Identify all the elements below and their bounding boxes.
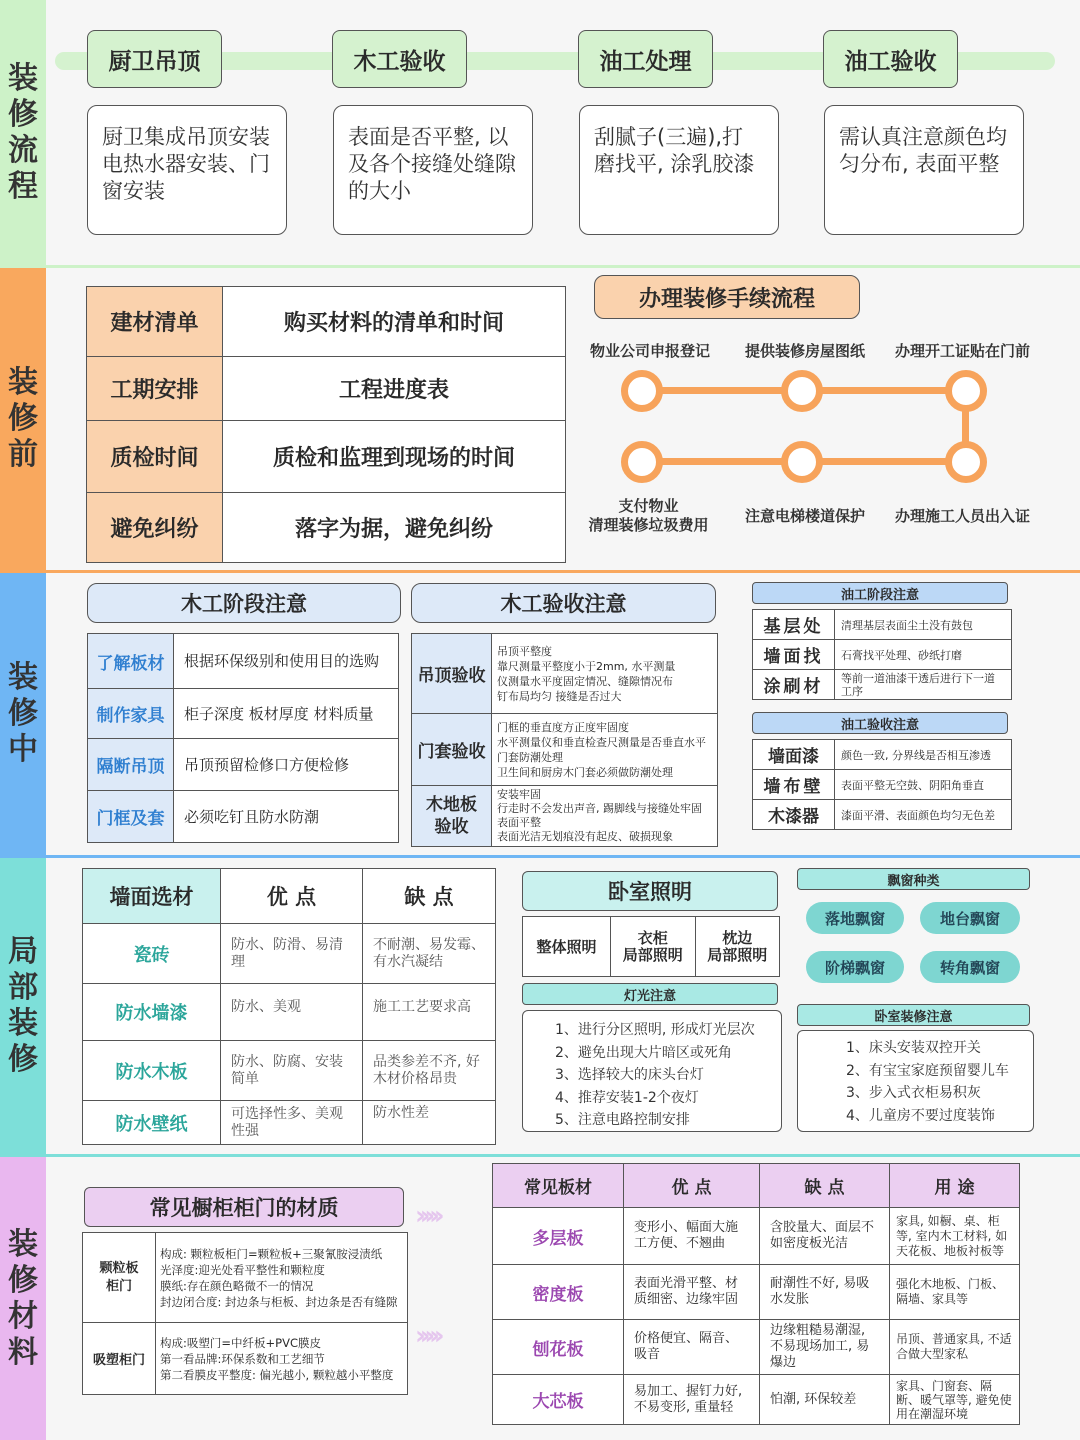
procedure-step: 注意电梯楼道保护 [744,507,865,525]
light-type-line: 局部照明 [622,945,683,964]
prep-value: 质检和监理到现场的时间 [223,421,566,493]
prep-value: 购买材料的清单和时间 [223,287,566,357]
wall-material: 瓷砖 [83,924,221,984]
board-use: 吊顶、普通家具, 不适合做大型家私 [890,1320,1020,1375]
board-use: 强化木地板、门板、隔墙、家具等 [890,1265,1020,1320]
carpentry-accept-table [411,633,718,847]
light-type-line: 局部照明 [707,945,768,964]
wall-material: 防水墙漆 [83,984,221,1041]
bedroom-notes-title: 卧室装修注意 [797,1004,1030,1026]
carpentry-stage-title: 木工阶段注意 [87,583,401,623]
light-note-item: 2、避免出现大片暗区或死角 [555,1044,732,1061]
paint-key: 涂刷材 [753,670,835,700]
cabinet-desc [156,1233,408,1323]
prep-key: 避免纠纷 [87,493,223,563]
wall-header: 优 点 [221,869,363,924]
bay-window-type: 地台飘窗 [920,902,1020,934]
cabinet-type-line: 柜门 [105,1278,132,1294]
carpentry-stage-key: 制作家具 [88,689,174,739]
board-use: 家具、门窗套、隔断、暖气罩等, 避免使用在潮湿环境 [890,1375,1020,1425]
wall-cons: 施工工艺要求高 [363,984,496,1041]
wall-pros: 可选择性多、美观性强 [221,1101,363,1145]
wall-material: 防水壁纸 [83,1101,221,1145]
bay-window-type: 落地飘窗 [806,902,904,934]
flow-step-desc: 刮腻子(三遍),打磨找平, 涂乳胶漆 [579,105,779,235]
board-header: 用 途 [890,1164,1020,1208]
bay-window-type: 阶梯飘窗 [806,951,904,983]
prep-value: 工程进度表 [223,357,566,421]
board-table [492,1163,1020,1425]
accept-line: 仪测量水平度固定情况、缝隙情况布 [497,674,673,688]
accept-value [492,714,718,786]
carpentry-stage-value: 吊顶预留检修口方便检修 [174,739,399,791]
cabinet-line: 第一看品牌:环保系数和工艺细节 [160,1351,325,1366]
carpentry-stage-table [87,633,399,843]
board-type: 大芯板 [493,1375,624,1425]
paint-stage-table [752,609,1012,700]
cabinet-line: 构成:吸塑门=中纤板+PVC膜皮 [160,1335,321,1350]
flow-step-title: 油工验收 [823,30,958,88]
accept-line: 行走时不会发出声音, 踢脚线与接缝处牢固 [497,802,702,815]
paint-accept-key: 木漆器 [753,800,835,830]
bay-window-title: 飘窗种类 [797,868,1030,890]
board-header: 常见板材 [493,1164,624,1208]
section-local [0,858,1080,1154]
wall-header: 墙面选材 [83,869,221,924]
prep-key: 建材清单 [87,287,223,357]
prep-table [86,286,566,563]
cabinet-line: 封边闭合度: 封边条与柜板、封边条是否有缝隙 [160,1294,398,1309]
bedroom-note-item: 3、步入式衣柜易积灰 [846,1085,981,1101]
procedure-title: 办理装修手续流程 [594,275,860,319]
cabinet-line: 构成: 颗粒板柜门=颗粒板+三聚氰胺浸渍纸 [160,1246,383,1261]
procedure-node [781,370,823,412]
board-cons: 边缘粗糙易潮湿, 不易现场加工, 易爆边 [760,1320,890,1375]
carpentry-accept-title: 木工验收注意 [411,583,716,623]
procedure-node [621,370,663,412]
carpentry-stage-value: 根据环保级别和使用目的选购 [174,634,399,689]
board-header: 缺 点 [760,1164,890,1208]
accept-line: 表面光洁无划痕没有起皮、破损现象 [497,830,673,843]
board-pros: 价格便宜、隔音、吸音 [624,1320,760,1375]
bedroom-light-title: 卧室照明 [522,871,778,911]
bedroom-note-item: 2、有宝宝家庭预留婴儿车 [846,1062,1009,1079]
section-label-materials: 装修材料 [0,1157,46,1440]
wall-cons: 品类参差不齐, 好木材价格昂贵 [363,1041,496,1101]
arrow-decoration: ››››› [415,1321,439,1351]
board-cons: 怕潮, 环保较差 [760,1375,890,1425]
paint-value: 等前一道油漆干透后进行下一道工序 [835,670,1012,700]
accept-key-line: 验收 [434,817,469,837]
wall-material-table [82,868,496,1145]
light-note-item: 4、推荐安装1-2个夜灯 [555,1089,699,1106]
procedure-step: 办理开工证贴在门前 [894,342,1030,360]
accept-key: 门套验收 [412,714,492,786]
wall-material: 防水木板 [83,1041,221,1101]
light-note-item: 3、选择较大的床头台灯 [555,1067,704,1083]
light-type [611,917,696,977]
procedure-step: 清理装修垃圾费用 [588,516,709,534]
procedure-node [621,441,663,483]
section-materials [0,1157,1080,1440]
light-type: 整体照明 [523,917,611,977]
light-type-line: 枕边 [722,928,753,947]
procedure-step: 物业公司申报登记 [589,342,710,360]
accept-line: 表面平整 [497,816,541,829]
cabinet-type-line: 颗粒板 [99,1260,139,1276]
flow-step-title: 厨卫吊顶 [87,30,222,88]
paint-key: 基层处 [753,610,835,640]
paint-value: 清理基层表面尘土没有鼓包 [835,610,1012,640]
section-label-before: 装修前 [0,268,46,570]
board-cons: 耐潮性不好, 易吸水发胀 [760,1265,890,1320]
paint-accept-key: 墙面漆 [753,740,835,770]
procedure-step: 办理施工人员出入证 [894,507,1030,525]
accept-value [492,634,718,714]
light-type-line: 衣柜 [637,928,668,947]
carpentry-stage-key: 隔断吊顶 [88,739,174,791]
bedroom-light-table [522,916,780,977]
wall-pros: 防水、防滑、易清理 [221,924,363,984]
cabinet-type [83,1233,156,1323]
bedroom-notes-list [797,1030,1034,1132]
flow-step-title: 油工处理 [578,30,713,88]
accept-key: 吊顶验收 [412,634,492,714]
carpentry-stage-key: 了解板材 [88,634,174,689]
procedure-node [781,441,823,483]
flow-step-desc: 表面是否平整, 以及各个接缝处缝隙的大小 [333,105,533,235]
prep-key: 工期安排 [87,357,223,421]
paint-key: 墙面找 [753,640,835,670]
light-type [695,917,780,977]
paint-value: 石膏找平处理、砂纸打磨 [835,640,1012,670]
accept-key [412,786,492,847]
light-note-item: 1、进行分区照明, 形成灯光层次 [555,1022,755,1038]
paint-accept-value: 漆面平滑、表面颜色均匀无色差 [835,800,1012,830]
carpentry-stage-value: 柜子深度 板材厚度 材料质量 [174,689,399,739]
accept-line: 安装牢固 [497,788,541,801]
accept-line: 钉布局均匀 接缝是否过大 [497,689,622,703]
flow-step-desc: 厨卫集成吊顶安装电热水器安装、门窗安装 [87,105,287,235]
cabinet-line: 膜纸:存在颜色略微不一的情况 [160,1278,314,1293]
procedure-step: 提供装修房屋图纸 [744,342,865,360]
light-note-item: 5、注意电路控制安排 [555,1112,690,1128]
accept-line: 水平测量仪和垂直检查尺测量是否垂直水平 [497,735,706,749]
paint-accept-value: 颜色一致, 分界线是否相互渗透 [835,740,1012,770]
light-notes-list [522,1010,782,1132]
wall-pros: 防水、防腐、安装简单 [221,1041,363,1101]
paint-accept-value: 表面平整无空鼓、阴阳角垂直 [835,770,1012,800]
cabinet-line: 第二看膜皮平整度: 偏光越小, 颗粒越小平整度 [160,1367,394,1382]
board-pros: 易加工、握钉力好, 不易变形, 重量轻 [624,1375,760,1425]
accept-line: 吊顶平整度 [497,644,552,658]
paint-accept-key: 墙布壁 [753,770,835,800]
accept-value [492,786,718,847]
section-flow [0,0,1080,265]
prep-value: 落字为据，避免纠纷 [223,493,566,563]
board-type: 刨花板 [493,1320,624,1375]
accept-line: 卫生间和厨房木门套必须做防潮处理 [497,765,673,779]
bay-window-type: 转角飘窗 [920,951,1020,983]
procedure-step: 支付物业 [618,497,679,515]
accept-key-line: 木地板 [426,795,477,815]
cabinet-type: 吸塑柜门 [83,1323,156,1395]
accept-line: 门套防潮处理 [497,750,563,764]
accept-line: 靠尺测量平整度小于2mm, 水平测量 [497,659,676,673]
carpentry-stage-key: 门框及套 [88,791,174,843]
section-label-during: 装修中 [0,573,46,855]
board-header: 优 点 [624,1164,760,1208]
procedure-node [945,370,987,412]
paint-stage-title: 油工阶段注意 [752,582,1008,604]
cabinet-line: 光泽度:迎光处看平整性和颗粒度 [160,1262,325,1277]
light-notes-title: 灯光注意 [522,983,778,1005]
section-before [0,268,1080,570]
carpentry-stage-value: 必须吃钉且防水防潮 [174,791,399,843]
flow-step-title: 木工验收 [332,30,467,88]
procedure-node [945,441,987,483]
paint-accept-table [752,739,1012,830]
board-pros: 表面光滑平整、材质细密、边缘牢固 [624,1265,760,1320]
cabinet-title: 常见橱柜柜门的材质 [84,1187,404,1227]
arrow-decoration: ››››› [415,1201,439,1231]
paint-accept-title: 油工验收注意 [752,712,1008,734]
section-during [0,573,1080,855]
cabinet-desc [156,1323,408,1395]
prep-key: 质检时间 [87,421,223,493]
wall-cons: 不耐潮、易发霉、有水汽凝结 [363,924,496,984]
board-cons: 含胶量大、面层不如密度板光洁 [760,1208,890,1265]
section-label-flow: 装修流程 [0,0,46,265]
accept-line: 门框的垂直度方正度牢固度 [497,720,629,734]
board-type: 密度板 [493,1265,624,1320]
wall-cons: 防水性差 [363,1101,496,1145]
wall-pros: 防水、美观 [221,984,363,1041]
wall-header: 缺 点 [363,869,496,924]
flow-step-desc: 需认真注意颜色均匀分布, 表面平整 [824,105,1024,235]
board-pros: 变形小、幅面大施工方便、不翘曲 [624,1208,760,1265]
cabinet-table [82,1232,408,1395]
bedroom-note-item: 4、儿童房不要过度装饰 [846,1107,995,1124]
board-use: 家具, 如橱、桌、柜等, 室内木工材料, 如天花板、地板衬板等 [890,1208,1020,1265]
bedroom-note-item: 1、床头安装双控开关 [846,1040,981,1056]
board-type: 多层板 [493,1208,624,1265]
section-label-local: 局部装修 [0,858,46,1154]
